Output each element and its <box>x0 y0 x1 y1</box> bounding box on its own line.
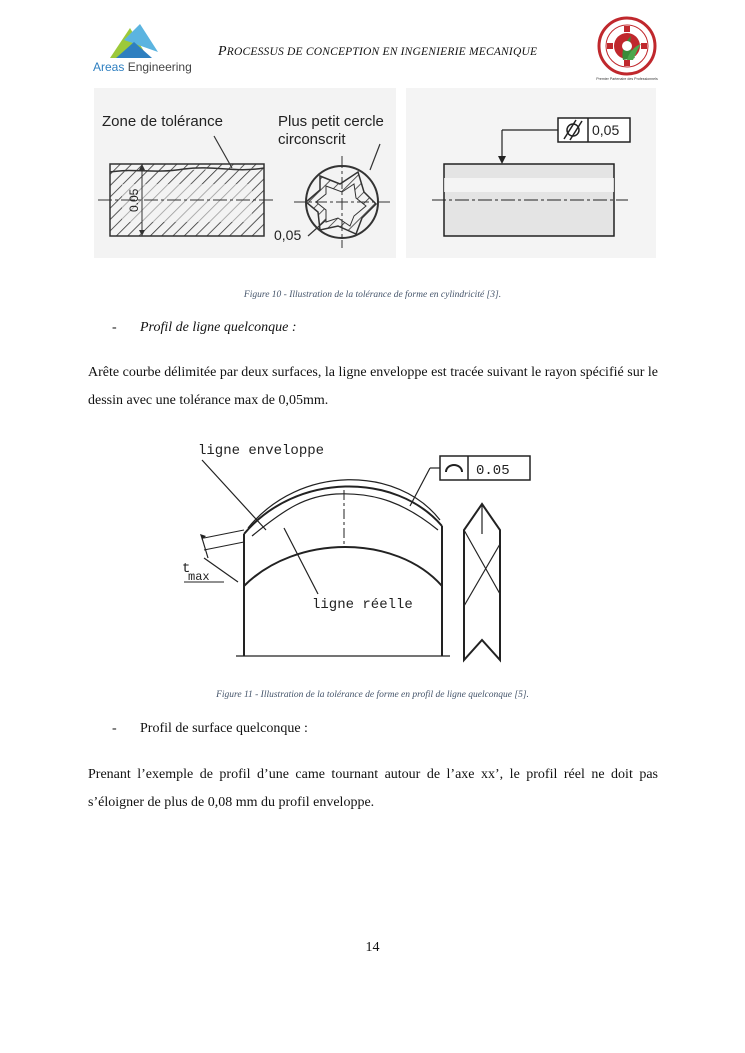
paragraph-surface-profile: Prenant l’exemple de profil d’une came tournant autour de l’axe xx’, le profil réel ne doit pas s’éloigner de plus de 0,08 mm du profil enveloppe. <box>88 767 658 810</box>
circle-label-1: Plus petit cercle <box>278 113 384 130</box>
bullet-dash: - <box>112 320 117 335</box>
figure-11-caption: Figure 11 - Illustration de la tolérance de forme en profil de ligne quelconque [5]. <box>216 690 529 700</box>
triangle-logo-icon <box>88 22 206 62</box>
figure-11-drawing <box>176 434 556 666</box>
circle-label-2: circonscrit <box>278 131 346 148</box>
header-title-initial: P <box>218 44 227 59</box>
bullet-dash: - <box>112 721 117 736</box>
figure-11 <box>176 434 556 666</box>
dim-circle-label: 0,05 <box>274 227 302 243</box>
bullet-line-profile <box>112 320 297 336</box>
page-number: 14 <box>365 940 380 955</box>
zone-label: Zone de tolérance <box>102 113 223 130</box>
logo-seal <box>595 16 659 80</box>
seal-tagline: Premier Partenaire des Professionnels <box>596 77 658 81</box>
logo-text <box>93 60 192 74</box>
max-label: max <box>188 570 210 584</box>
figure-10-caption: Figure 10 - Illustration de la tolérance de forme en cylindricité [3]. <box>243 290 502 300</box>
t-label: t <box>182 561 191 577</box>
bullet-title: Profil de surface quelconque : <box>140 721 308 736</box>
dim-vertical-label: 0.05 <box>127 188 141 212</box>
figure-10 <box>94 88 656 258</box>
real-line-label: ligne réelle <box>312 597 413 613</box>
frame-value-11: 0.05 <box>476 463 510 479</box>
gear-seal-icon <box>595 16 659 76</box>
figure-10-drawing <box>94 88 656 258</box>
bullet-surface-profile <box>112 721 308 737</box>
paragraph-line-profile: Arête courbe délimitée par deux surfaces, la ligne enveloppe est tracée suivant le rayon spécifié sur le dessin avec une tolérance max de 0,05mm. <box>88 365 658 408</box>
frame-value-10: 0,05 <box>592 122 620 138</box>
logo-brand-b: Engineering <box>127 60 192 74</box>
envelope-label: ligne enveloppe <box>198 443 325 459</box>
logo-areas-engineering <box>88 22 206 78</box>
bullet-title: Profil de ligne quelconque : <box>140 320 297 335</box>
header-title-rest: ROCESSUS DE CONCEPTION EN INGENIERIE MECANIQUE <box>226 46 538 58</box>
logo-brand-a: Areas <box>93 60 125 74</box>
page-header-title <box>218 44 537 60</box>
